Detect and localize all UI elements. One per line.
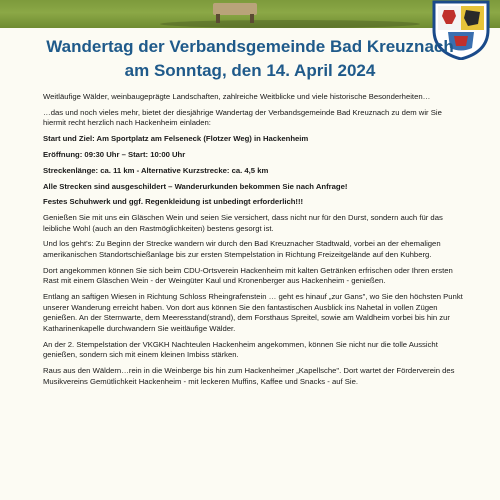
paragraph: Dort angekommen können Sie sich beim CDU-Ortsverein Hackenheim mit kalten Getränken erfrischen oder Ihren ersten Rast mit einem Gläschen Wein - der Weingüter Kaul und Kronenberger aus Hackenheim - genießen. <box>43 265 453 286</box>
paragraph: Alle Strecken sind ausgeschildert – Wanderurkunden bekommen Sie nach Anfrage! <box>43 181 348 191</box>
paragraph: Entlang an saftigen Wiesen in Richtung Schloss Rheingrafenstein … geht es hinauf „zur Gans", wo Sie den höchsten Punkt unserer Wanderung erreicht haben. Von dort aus können Sie den fantastischen Ausblick ins Nahetal in vollen Zügen genießen. An der Sternwarte, dem Meeresstand(strand), dem Forsthaus Spreitel, sowie am Waldheim vorbei bis hin zur Katharinenkapelle durchwandern Sie weitläufige Wälder. <box>43 292 463 333</box>
paragraph: Festes Schuhwerk und ggf. Regenkleidung ist unbedingt erforderlich!!! <box>43 197 304 207</box>
paragraph: Start und Ziel: Am Sportplatz am Felseneck (Flotzer Weg) in Hackenheim <box>43 134 309 144</box>
body-text <box>43 92 463 393</box>
paragraph: Und los geht's: Zu Beginn der Strecke wandern wir durch den Bad Kreuznacher Stadtwald, vorbei an der ehemaligen amerikanischen Standortschießanlage bis zur ersten Stempelstation in Richtung Freizeitgelände auf den Kuhberg. <box>43 239 441 260</box>
paragraph: Raus aus den Wäldern…rein in die Weinberge bis hin zum Hackenheimer „Kapellsche". Dort wartet der Förderverein des Musikvereins Gemütlichkeit Hackenheim - mit leckeren Muffins, Kaffee und Snacks - auf Sie. <box>43 366 455 386</box>
paragraph: Streckenlänge: ca. 11 km - Alternative Kurzstrecke: ca. 4,5 km <box>43 165 269 175</box>
title-line-2: am Sonntag, den 14. April 2024 <box>124 61 376 80</box>
paragraph: …das und noch vieles mehr, bietet der diesjährige Wandertag der Verbandsgemeinde Bad Kreuznach zu dem wir Sie hiermit recht herzlich nach Hackenheim einladen: <box>43 107 442 128</box>
paragraph: Genießen Sie mit uns ein Gläschen Wein und seien Sie versichert, dass nicht nur für den Durst, sondern auch für das leibliche Wohl (auch an den Rastmöglichkeiten) bestens gesorgt ist. <box>43 213 443 233</box>
title-line-1: Wandertag der Verbandsgemeinde Bad Kreuznach <box>46 37 454 56</box>
page-title <box>0 35 500 83</box>
header-photo <box>0 0 500 28</box>
paragraph: Eröffnung: 09:30 Uhr – Start: 10:00 Uhr <box>43 149 186 159</box>
paragraph: Weitläufige Wälder, weinbaugeprägte Landschaften, zahlreiche Weitblicke und viele historische Besonderheiten… <box>43 92 431 101</box>
paragraph: An der 2. Stempelstation der VKGKH Nachteulen Hackenheim angekommen, können Sie nicht nur die tolle Aussicht genießen, sondern sich mit einem kleinen Imbiss stärken. <box>43 339 438 360</box>
